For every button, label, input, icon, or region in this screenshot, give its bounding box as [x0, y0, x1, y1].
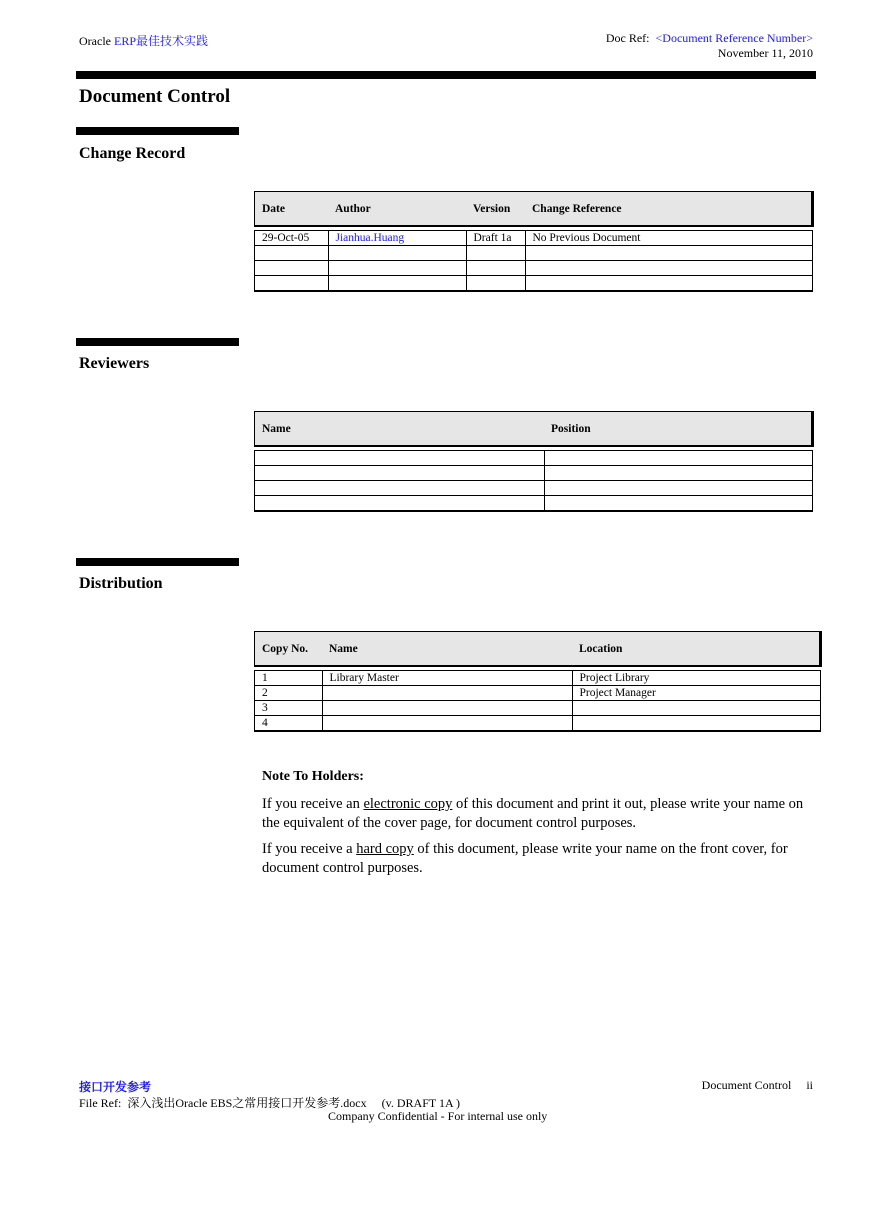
table-row [255, 496, 813, 512]
cell-position[interactable] [544, 451, 813, 466]
cell-date: 29-Oct-05 [255, 231, 329, 246]
hard-copy-link[interactable]: hard copy [356, 841, 414, 857]
cell-version[interactable] [466, 276, 525, 292]
file-ref-label: File Ref: [79, 1096, 122, 1110]
col-author: Author [328, 192, 466, 227]
cell-author[interactable] [328, 246, 466, 261]
col-change-reference: Change Reference [525, 192, 813, 227]
table-row [255, 701, 821, 716]
col-name: Name [322, 632, 572, 667]
col-copy-no: Copy No. [255, 632, 323, 667]
table-row [255, 451, 813, 466]
cell-location: Project Library [572, 671, 821, 686]
cell-copy-no: 3 [255, 701, 323, 716]
col-date: Date [255, 192, 329, 227]
cell-position[interactable] [544, 496, 813, 512]
change-record-table [254, 191, 814, 292]
table-header-row [255, 412, 813, 447]
file-ref-version: (v. DRAFT 1A ) [381, 1096, 460, 1110]
cell-change-reference[interactable] [525, 276, 813, 292]
cell-copy-no: 4 [255, 716, 323, 732]
note-paragraph-2 [262, 840, 822, 878]
heading-change-record: Change Record [79, 145, 186, 162]
col-version: Version [466, 192, 525, 227]
col-position: Position [544, 412, 813, 447]
docref-value[interactable]: <Document Reference Number> [655, 31, 813, 45]
cell-version[interactable] [466, 246, 525, 261]
cell-position[interactable] [544, 466, 813, 481]
heading-distribution: Distribution [79, 575, 163, 592]
section-bar-change-record [76, 127, 239, 135]
footer-page-info [702, 1078, 813, 1093]
cell-date[interactable] [255, 246, 329, 261]
cell-name[interactable] [322, 701, 572, 716]
cell-version: Draft 1a [466, 231, 525, 246]
cell-location: Project Manager [572, 686, 821, 701]
cell-date[interactable] [255, 276, 329, 292]
cell-name[interactable] [255, 496, 545, 512]
note-paragraph-1 [262, 795, 822, 833]
table-header-row [255, 632, 821, 667]
cell-copy-no: 2 [255, 686, 323, 701]
table-row [255, 671, 821, 686]
docref-label: Doc Ref: [605, 31, 650, 45]
cell-name[interactable] [255, 451, 545, 466]
col-location: Location [572, 632, 821, 667]
cell-name: Library Master [322, 671, 572, 686]
table-row [255, 261, 813, 276]
note-p2-after: of this document, please write your name on the front cover, for document control purposes. [262, 841, 788, 876]
header-rule [76, 71, 816, 79]
cell-author[interactable] [328, 261, 466, 276]
header-date: November 11, 2010 [717, 46, 813, 60]
cell-change-reference[interactable] [525, 246, 813, 261]
cell-name[interactable] [255, 466, 545, 481]
section-bar-distribution [76, 558, 239, 566]
table-row [255, 276, 813, 292]
table-row [255, 716, 821, 732]
cell-author[interactable]: Jianhua.Huang [328, 231, 466, 246]
table-row [255, 686, 821, 701]
note-p2-before: If you receive a [262, 841, 353, 857]
cell-version[interactable] [466, 261, 525, 276]
table-header-row [255, 192, 813, 227]
cell-change-reference[interactable] [525, 261, 813, 276]
cell-date[interactable] [255, 261, 329, 276]
reviewers-table [254, 411, 814, 512]
cell-position[interactable] [544, 481, 813, 496]
table-row [255, 466, 813, 481]
cell-change-reference: No Previous Document [525, 231, 813, 246]
electronic-copy-link[interactable]: electronic copy [363, 796, 453, 812]
header-link[interactable]: ERP最佳技术实践 [113, 34, 208, 48]
table-row [255, 231, 813, 246]
header-prefix: Oracle [79, 34, 111, 48]
cell-location[interactable] [572, 701, 821, 716]
note-title: Note To Holders: [262, 769, 364, 784]
footer-section-title[interactable]: 接口开发参考 [79, 1080, 152, 1094]
distribution-table [254, 631, 822, 732]
cell-location[interactable] [572, 716, 821, 732]
cell-name[interactable] [322, 716, 572, 732]
note-p1-after: of this document and print it out, please write your name on the equivalent of the cover page, for document control purposes. [262, 796, 804, 831]
header-right [606, 31, 813, 61]
cell-name[interactable] [322, 686, 572, 701]
footer-page-number: ii [806, 1078, 813, 1092]
header-left [79, 32, 208, 49]
col-name: Name [255, 412, 545, 447]
cell-name[interactable] [255, 481, 545, 496]
footer-confidential: Company Confidential - For internal use only [328, 1109, 548, 1123]
cell-copy-no: 1 [255, 671, 323, 686]
heading-reviewers: Reviewers [79, 355, 150, 372]
table-row [255, 246, 813, 261]
table-row [255, 481, 813, 496]
section-bar-reviewers [76, 338, 239, 346]
cell-author[interactable] [328, 276, 466, 292]
footer-page-label: Document Control [701, 1078, 792, 1092]
note-p1-before: If you receive an [262, 796, 360, 812]
page-title: Document Control [79, 86, 231, 107]
file-ref-value: 深入浅出Oracle EBS之常用接口开发参考.docx [127, 1096, 367, 1110]
